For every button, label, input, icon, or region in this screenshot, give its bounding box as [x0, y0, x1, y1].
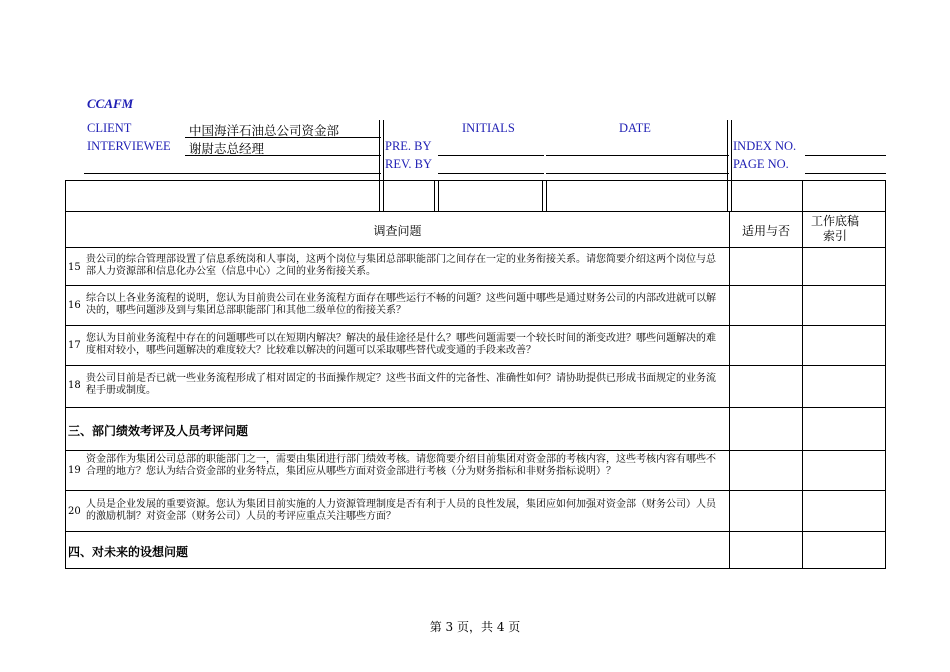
section-heading-3: 三、部门绩效考评及人员考评问题: [68, 424, 249, 438]
header-divider-1: [379, 120, 384, 211]
interviewee-underline: [185, 155, 381, 156]
row-line-section3: [65, 450, 886, 451]
table-bottom-border: [65, 568, 886, 569]
row-line-16: [65, 325, 886, 326]
col-header-question: 调查问题: [373, 224, 422, 238]
rev-by-date-line: [546, 173, 729, 174]
interviewee-label: INTERVIEWEE: [87, 139, 171, 153]
header-bottom-line-left: [84, 173, 381, 174]
col-header-applicable: 适用与否: [741, 224, 790, 238]
row-line-19: [65, 490, 886, 491]
question-text: 资金部作为集团公司总部的职能部门之一，需要由集团进行部门绩效考核。请您简要介绍目前集团对资金部的考核内容，这些考核内容有哪些不合理的地方？您认为结合资金部的业务特点，集团应从哪些方面对资金部进行考核（分为财务指标和非财务指标说明）？: [86, 454, 716, 477]
row-number: 16: [68, 300, 81, 311]
row-number: 19: [68, 465, 81, 476]
question-text: 贵公司的综合管理部设置了信息系统岗和人事岗，这两个岗位与集团总部职能部门之间存在一定的业务衔接关系。请您简要介绍这两个岗位与总部人力资源部和信息化办公室（信息中心）之间的业务衔接关系。: [86, 254, 716, 277]
col-divider-workpaper: [802, 180, 803, 568]
table-top-border: [65, 180, 886, 181]
client-underline: [185, 137, 381, 138]
index-no-label: INDEX NO.: [733, 139, 797, 153]
date-label: DATE: [619, 121, 651, 135]
page-footer: 第 3 页，共 4 页: [429, 620, 521, 634]
row-number: 17: [68, 340, 81, 351]
client-value: 中国海洋石油总公司资金部: [189, 123, 340, 138]
page-no-label: PAGE NO.: [733, 157, 789, 171]
row-number: 15: [68, 262, 81, 273]
company-logo: CCAFM: [87, 96, 134, 111]
client-label: CLIENT: [87, 121, 132, 135]
pre-by-date-line: [546, 155, 729, 156]
index-no-line: [805, 155, 886, 156]
row-number: 18: [68, 380, 81, 391]
header-divider-2: [434, 181, 439, 211]
table-header-bottom: [65, 247, 886, 248]
pre-by-label: PRE. BY: [385, 139, 432, 153]
header-divider-3: [542, 181, 547, 211]
rev-by-label: REV. BY: [385, 157, 433, 171]
row-number: 20: [68, 506, 81, 517]
rev-by-initials-line: [438, 173, 544, 174]
question-text: 综合以上各业务流程的说明，您认为目前贵公司在业务流程方面存在哪些运行不畅的问题？这些问题中哪些是通过财务公司的内部改进就可以解决的，哪些问题涉及到与集团总部职能部门和其他二级单位的衔接关系？: [86, 293, 716, 316]
interviewee-value: 谢尉志总经理: [189, 141, 265, 156]
col-header-workpaper: 工作底稿索引: [810, 214, 859, 243]
row-line-15: [65, 285, 886, 286]
row-line-20: [65, 531, 886, 532]
row-line-18: [65, 407, 886, 408]
page-no-line: [805, 173, 886, 174]
header-divider-4: [727, 120, 732, 211]
initials-label: INITIALS: [462, 121, 515, 135]
row-line-17: [65, 365, 886, 366]
pre-by-initials-line: [438, 155, 544, 156]
table-subheader-border: [65, 211, 886, 212]
question-text: 人员是企业发展的重要资源。您认为集团目前实施的人力资源管理制度是否有利于人员的良性发展，集团应如何加强对资金部（财务公司）人员的激励机制？对资金部（财务公司）人员的考评应重点关注哪些方面？: [86, 499, 716, 522]
table-right-border: [885, 180, 886, 568]
question-text: 您认为目前业务流程中存在的问题哪些可以在短期内解决？解决的最佳途径是什么？哪些问题需要一个较长时间的渐变改进？哪些问题解决的难度相对较小，哪些问题解决的难度较大？比较难以解决的问题可以采取哪些替代或变通的手段来改善？: [86, 333, 716, 356]
section-heading-4: 四、对未来的设想问题: [68, 545, 189, 559]
question-text: 贵公司目前是否已就一些业务流程形成了相对固定的书面操作规定？这些书面文件的完备性、准确性如何？请协助提供已形成书面规定的业务流程手册或制度。: [86, 373, 716, 396]
col-divider-applicable: [729, 211, 730, 568]
